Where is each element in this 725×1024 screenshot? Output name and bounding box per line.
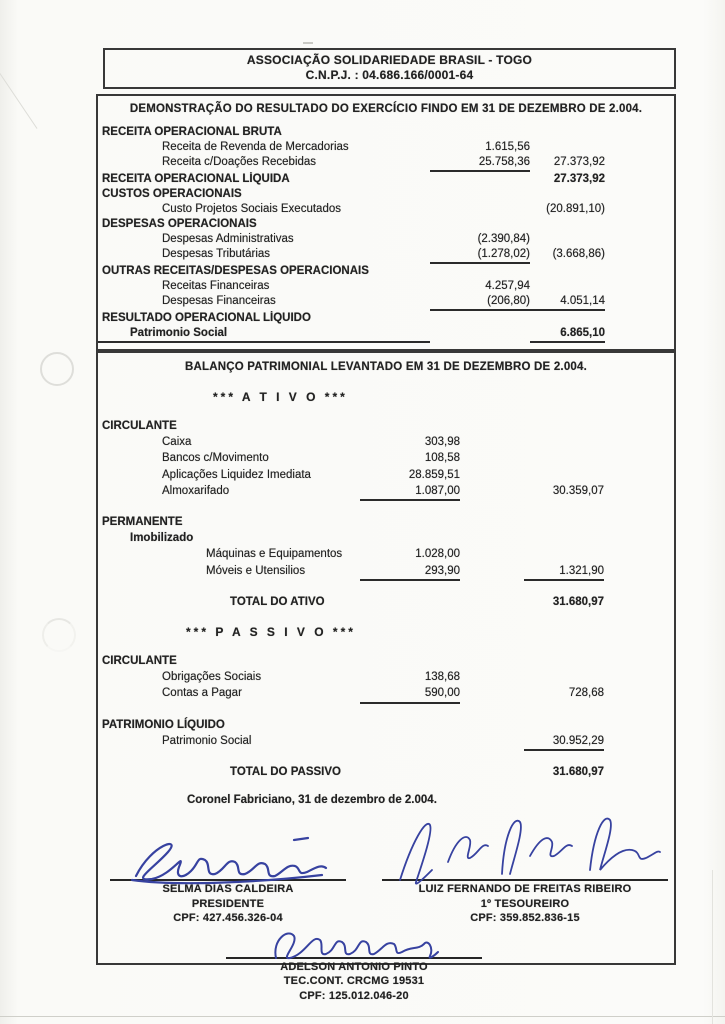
hole-punch-mark [42,618,76,652]
balance-sheet-section [96,351,676,1002]
row-value-outer: 27.373,92 [553,173,605,185]
row-value-inner: 303,98 [424,436,460,449]
statement-row [98,483,674,501]
statement-row [98,279,674,294]
passivo-rows [98,653,674,780]
statement-row [98,202,674,217]
signatory-name: ADELSON ANTONIO PINTO [280,960,428,973]
signatory-role: 1º TESOUREIRO [480,897,570,910]
row-value-inner: 108,58 [424,452,460,465]
statement-row [98,187,674,202]
statement-row [98,669,674,685]
scan-edge-line [0,1016,725,1017]
statement-row [98,530,674,546]
row-value-inner: 1.615,56 [485,141,530,153]
signatory-cpf: CPF: 125.012.046-20 [299,989,409,1002]
statement-row [98,563,674,581]
row-label: CIRCULANTE [102,655,177,668]
scan-edge-line [712,870,713,1024]
statement-row [98,155,674,172]
row-value-inner: 138,68 [424,671,460,684]
signatory-name: LUIZ FERNANDO DE FREITAS RIBEIRO [418,883,632,896]
statement-row [98,653,674,669]
statement-row [98,264,674,279]
income-statement-title: DEMONSTRAÇÃO DO RESULTADO DO EXERCÍCIO FINDO EM 31 DE DEZEMBRO DE 2.004. [129,103,643,115]
date-line: Coronel Fabriciano, 31 de dezembro de 2.004. [187,794,437,807]
statement-row [98,450,674,466]
row-label: Custo Projetos Sociais Executados [162,203,341,215]
statement-row [98,514,674,530]
row-value-inner: (2.390,84) [477,233,530,245]
row-value-inner: 28.859,51 [408,468,460,481]
ativo-heading: *** A T I V O *** [213,390,348,404]
signature-block-treasurer [382,810,668,926]
signature-ink-treasurer [386,810,664,886]
row-value-outer: (3.668,86) [552,248,605,260]
signature-block-accountant [226,926,482,1004]
row-value-outer: 6.865,10 [530,326,605,343]
statement-row [98,594,674,610]
row-label: Patrimonio Social [98,326,430,343]
row-value-inner: 1.087,00 [360,483,460,501]
org-name: ASSOCIAÇÃO SOLIDARIEDADE BRASIL - TOGO [246,53,533,67]
passivo-heading: *** P A S S I V O *** [186,625,356,640]
row-value-outer: 1.321,90 [524,563,604,581]
row-label: PATRIMONIO LÍQUIDO [102,718,225,731]
row-label: TOTAL DO ATIVO [230,595,325,608]
hole-punch-mark [40,352,74,386]
row-label: Despesas Financeiras [162,295,276,307]
row-value-inner: 25.758,36 [430,155,530,172]
statement-row [98,733,674,751]
row-label: Imobilizado [130,532,194,545]
signature-line [226,957,482,959]
row-value-outer: 30.359,07 [552,484,604,497]
row-label: CUSTOS OPERACIONAIS [102,188,242,200]
statement-row [98,232,674,247]
row-label: Bancos c/Movimento [162,452,269,465]
row-label: OUTRAS RECEITAS/DESPESAS OPERACIONAIS [102,265,369,277]
statement-row [98,434,674,450]
signatory-role: PRESIDENTE [191,897,265,910]
row-value-inner: (1.278,02) [430,247,530,264]
row-label: Receitas Financeiras [162,280,270,292]
row-label: Receita de Revenda de Mercadorias [162,141,349,153]
income-statement-section [96,94,676,351]
row-label: Receita c/Doações Recebidas [162,156,317,168]
income-statement-rows [98,125,674,343]
statement-row [98,717,674,733]
balance-sheet-title: BALANÇO PATRIMONIAL LEVANTADO EM 31 DE DEZEMBRO DE 2.004. [184,361,587,373]
row-label: RECEITA OPERACIONAL LÍQUIDA [102,173,290,185]
statement-row [98,217,674,232]
statement-row [98,467,674,483]
statement-row [98,247,674,264]
row-label: Contas a Pagar [162,687,242,700]
row-value-outer: 30.952,29 [524,733,604,751]
signature-line [382,879,668,881]
org-header-box [103,48,676,89]
org-cnpj: C.N.P.J. : 04.686.166/0001-64 [305,68,474,82]
row-value-outer: 728,68 [568,687,604,700]
row-value-outer: 31.680,97 [552,595,604,608]
row-label: Obrigações Sociais [162,671,262,684]
statement-row [98,294,674,311]
signatory-name: SELMA DIAS CALDEIRA [162,883,294,896]
row-value-outer: 31.680,97 [552,766,604,779]
statement-row [98,685,674,703]
statement-row [98,172,674,187]
statement-row [98,418,674,434]
scan-fold-line [0,52,37,129]
row-label: TOTAL DO PASSIVO [230,766,341,779]
row-label: Patrimonio Social [162,734,252,747]
statement-row [98,764,674,780]
row-label: CIRCULANTE [102,420,177,432]
row-value-inner: 1.028,00 [415,548,460,561]
statement-row [98,326,674,343]
row-value-outer: (20.891,10) [546,203,605,215]
row-label: Móveis e Utensilios [206,564,306,577]
row-label: Aplicações Liquidez Imediata [162,468,311,481]
signatures-area [98,810,674,1003]
row-value-inner: 4.257,94 [485,280,530,292]
signatory-role: TEC.CONT. CRCMG 19531 [283,975,425,988]
row-label: Despesas Administrativas [162,233,294,245]
row-value-outer: 27.373,92 [553,156,605,168]
row-value-inner: (206,80) [430,294,530,311]
row-label: Caixa [162,436,192,449]
statement-row [98,125,674,140]
signatory-cpf: CPF: 359.852.836-15 [470,912,580,925]
row-value-inner: 293,90 [360,563,460,581]
ativo-rows [98,418,674,610]
row-label: DESPESAS OPERACIONAIS [102,218,257,230]
row-value-inner: 590,00 [360,685,460,703]
row-label: RECEITA OPERACIONAL BRUTA [102,126,282,138]
signatory-cpf: CPF: 427.456.326-04 [173,912,283,925]
statement-row [98,546,674,562]
row-label: Despesas Tributárias [162,248,271,260]
statement-row [98,311,674,326]
row-value-outer: 4.051,14 [530,294,605,311]
signature-block-president [110,834,346,926]
row-label: Almoxarifado [162,484,230,497]
row-label: PERMANENTE [102,516,183,529]
scan-speck [303,42,313,44]
row-label: Máquinas e Equipamentos [206,548,343,561]
row-label: RESULTADO OPERACIONAL LÍQUIDO [102,312,311,324]
statement-row [98,140,674,155]
